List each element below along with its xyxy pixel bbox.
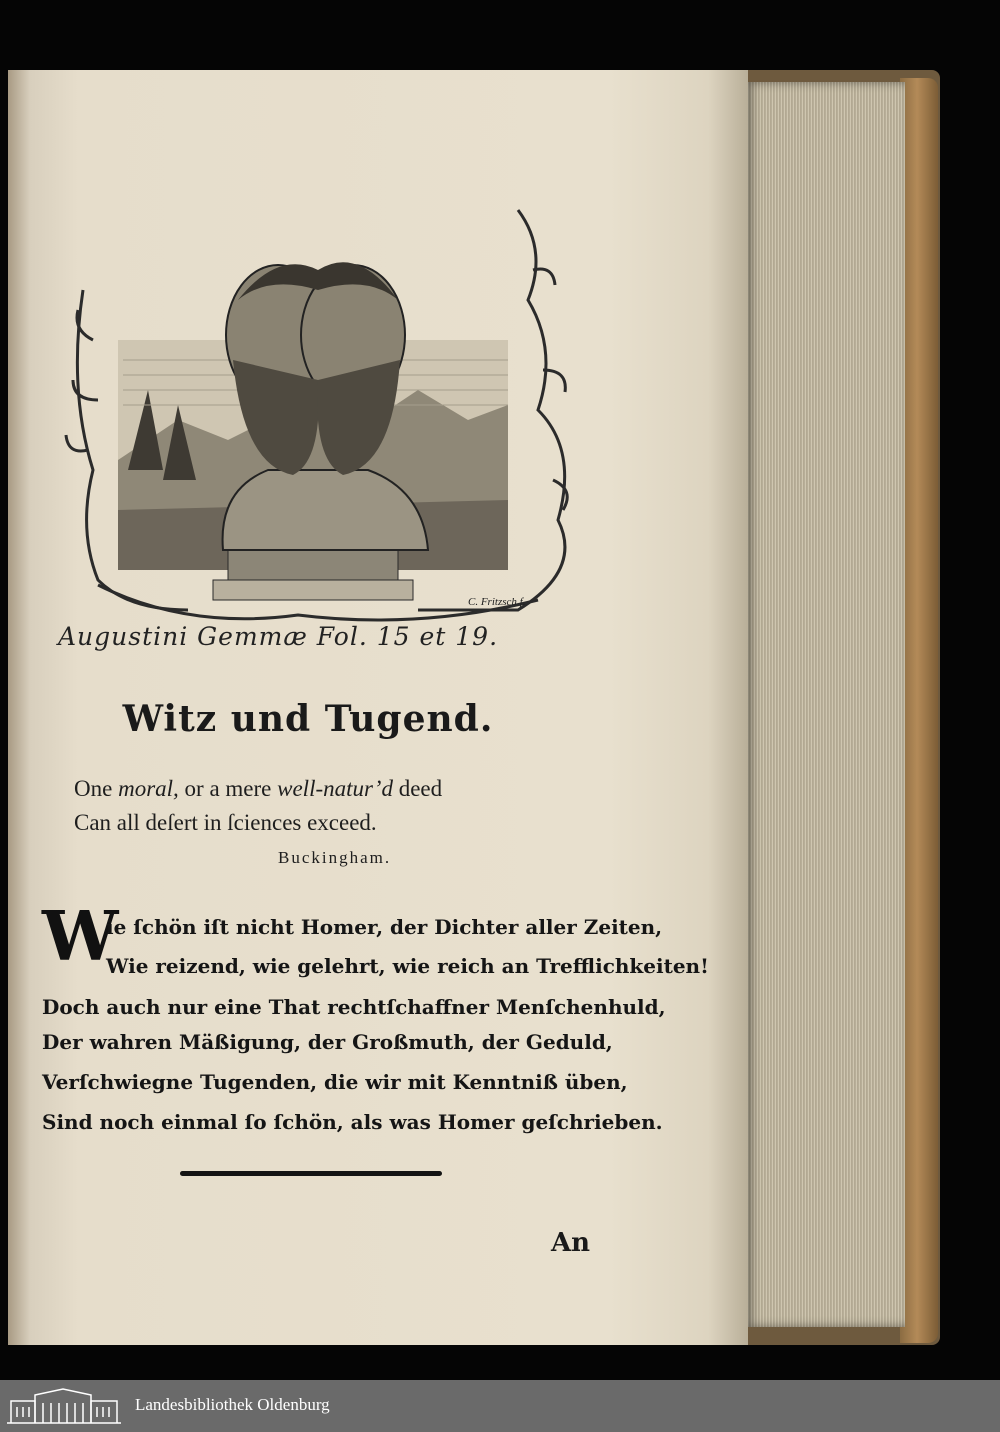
section-rule (180, 1171, 442, 1176)
book-page (8, 70, 748, 1345)
leather-binding (900, 78, 938, 1343)
footer-bar (0, 1380, 1000, 1432)
motto-line-2: Can all deſert in ſciences exceed. (74, 810, 377, 835)
library-building-icon (5, 1387, 123, 1425)
motto-attribution: Buckingham. (278, 848, 392, 867)
verse-line: Doch auch nur eine That rechtſchaffner Menſchenhuld, (42, 995, 666, 1019)
verse-line: ie ſchön iſt nicht Homer, der Dichter aller Zeiten, (106, 915, 663, 939)
engraver-signature: C. Fritzsch f. (468, 596, 526, 608)
verse-line: Der wahren Mäßigung, der Großmuth, der Geduld, (42, 1030, 613, 1054)
motto-line-1: One moral, or a mere well-natur’d deed (74, 776, 443, 801)
poem-title: Witz und Tugend. (122, 698, 494, 740)
engraving-two-faced-bust (38, 190, 583, 660)
plate-caption: Augustini Gemmæ Fol. 15 et 19. (58, 622, 499, 651)
verse-line: Verſchwiegne Tugenden, die wir mit Kenntniß üben, (42, 1070, 628, 1094)
catchword: An (551, 1228, 591, 1258)
verse-line: Wie reizend, wie gelehrt, wie reich an Trefflichkeiten! (106, 954, 709, 978)
library-name: Landesbibliothek Oldenburg (135, 1395, 330, 1414)
verse-line: Sind noch einmal ſo ſchön, als was Homer geſchrieben. (42, 1110, 663, 1134)
drop-initial: W (42, 897, 119, 977)
page-stack (745, 82, 905, 1327)
